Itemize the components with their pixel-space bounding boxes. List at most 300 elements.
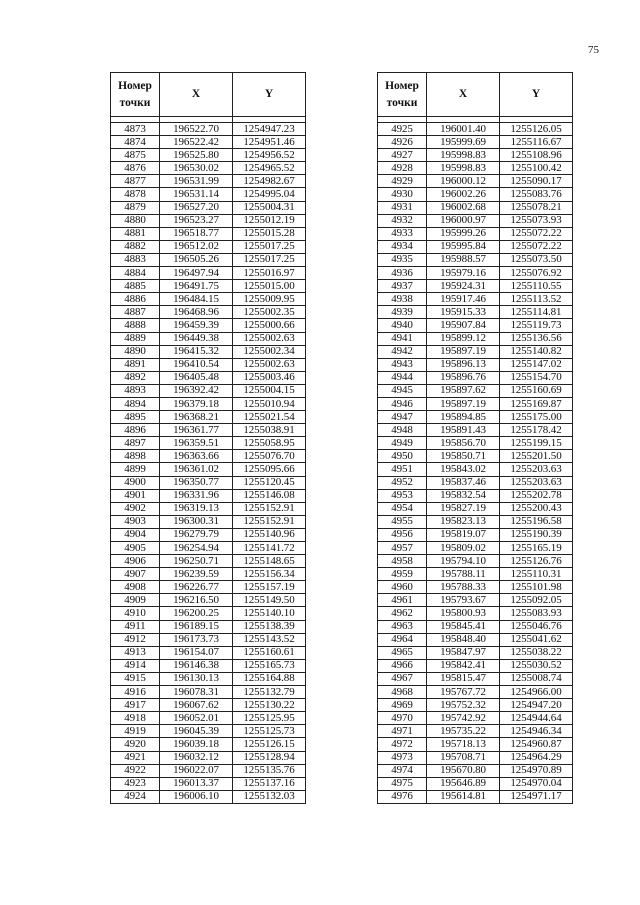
point-number-cell: 4902	[111, 502, 160, 515]
table-row	[111, 515, 306, 528]
table-row	[111, 725, 306, 738]
y-cell: 1255202.78	[500, 489, 573, 502]
x-cell: 195837.46	[427, 476, 500, 489]
point-number-cell: 4885	[111, 280, 160, 293]
table-row	[378, 738, 573, 751]
point-number-cell: 4921	[111, 751, 160, 764]
x-cell: 196497.94	[160, 267, 233, 280]
y-cell: 1255012.19	[233, 214, 306, 227]
y-cell: 1255041.62	[500, 633, 573, 646]
table-row	[111, 607, 306, 620]
x-cell: 195856.70	[427, 437, 500, 450]
table-row	[378, 686, 573, 699]
x-header: X	[160, 73, 233, 117]
table-row	[378, 725, 573, 738]
x-cell: 196001.40	[427, 123, 500, 136]
y-cell: 1255017.25	[233, 240, 306, 253]
y-cell: 1255125.73	[233, 725, 306, 738]
table-row	[378, 764, 573, 777]
x-cell: 195897.62	[427, 384, 500, 397]
table-row	[378, 528, 573, 541]
y-cell: 1255137.16	[233, 777, 306, 790]
point-number-cell: 4926	[378, 136, 427, 149]
table-row	[111, 201, 306, 214]
point-number-cell: 4905	[111, 542, 160, 555]
y-cell: 1255199.15	[500, 437, 573, 450]
point-number-header-line2: точки	[119, 96, 151, 109]
y-cell: 1255101.98	[500, 581, 573, 594]
y-cell: 1255038.91	[233, 424, 306, 437]
point-number-cell: 4873	[111, 123, 160, 136]
x-cell: 196045.39	[160, 725, 233, 738]
x-cell: 196154.07	[160, 646, 233, 659]
x-cell: 196022.07	[160, 764, 233, 777]
point-number-cell: 4972	[378, 738, 427, 751]
table-row	[111, 751, 306, 764]
x-cell: 195788.33	[427, 581, 500, 594]
x-cell: 195907.84	[427, 319, 500, 332]
table-row	[111, 581, 306, 594]
y-cell: 1255004.31	[233, 201, 306, 214]
y-cell: 1255132.03	[233, 790, 306, 803]
x-cell: 196531.14	[160, 188, 233, 201]
point-number-cell: 4890	[111, 345, 160, 358]
point-number-cell: 4929	[378, 175, 427, 188]
table-header-row	[378, 73, 573, 117]
x-cell: 195897.19	[427, 345, 500, 358]
x-header: X	[427, 73, 500, 117]
x-cell: 195915.33	[427, 306, 500, 319]
x-cell: 195819.07	[427, 528, 500, 541]
y-cell: 1255113.52	[500, 293, 573, 306]
x-cell: 196361.77	[160, 424, 233, 437]
point-number-cell: 4954	[378, 502, 427, 515]
table-row	[378, 463, 573, 476]
x-cell: 195891.43	[427, 424, 500, 437]
table-row	[378, 489, 573, 502]
point-number-cell: 4914	[111, 659, 160, 672]
y-cell: 1255004.15	[233, 384, 306, 397]
x-cell: 195646.89	[427, 777, 500, 790]
table-row	[378, 345, 573, 358]
table-row	[378, 319, 573, 332]
table-row	[378, 214, 573, 227]
point-number-header-line1: Номер	[118, 79, 152, 92]
point-number-cell: 4944	[378, 371, 427, 384]
x-cell: 195999.69	[427, 136, 500, 149]
point-number-cell: 4934	[378, 240, 427, 253]
point-number-cell: 4879	[111, 201, 160, 214]
y-cell: 1255138.39	[233, 620, 306, 633]
x-cell: 196002.68	[427, 201, 500, 214]
table-row	[111, 306, 306, 319]
y-cell: 1255125.95	[233, 712, 306, 725]
x-cell: 196000.97	[427, 214, 500, 227]
point-number-cell: 4958	[378, 555, 427, 568]
y-cell: 1255135.76	[233, 764, 306, 777]
point-number-cell: 4910	[111, 607, 160, 620]
coordinates-table-right	[377, 72, 573, 804]
table-row	[378, 306, 573, 319]
y-cell: 1255009.95	[233, 293, 306, 306]
y-cell: 1255076.70	[233, 450, 306, 463]
table-row	[378, 633, 573, 646]
point-number-cell: 4951	[378, 463, 427, 476]
y-cell: 1254971.17	[500, 790, 573, 803]
point-number-cell: 4919	[111, 725, 160, 738]
y-cell: 1255130.22	[233, 699, 306, 712]
x-cell: 195832.54	[427, 489, 500, 502]
table-row	[111, 489, 306, 502]
table-row	[111, 502, 306, 515]
table-row	[111, 358, 306, 371]
table-row	[111, 188, 306, 201]
x-cell: 195842.41	[427, 659, 500, 672]
y-cell: 1255073.93	[500, 214, 573, 227]
x-cell: 196531.99	[160, 175, 233, 188]
y-cell: 1255046.76	[500, 620, 573, 633]
table-row	[378, 646, 573, 659]
y-cell: 1255165.73	[233, 659, 306, 672]
table-row	[378, 424, 573, 437]
point-number-cell: 4933	[378, 227, 427, 240]
y-cell: 1255016.97	[233, 267, 306, 280]
y-cell: 1255100.42	[500, 162, 573, 175]
x-cell: 195896.76	[427, 371, 500, 384]
point-number-cell: 4930	[378, 188, 427, 201]
x-cell: 196250.71	[160, 555, 233, 568]
point-number-cell: 4956	[378, 528, 427, 541]
y-header: Y	[500, 73, 573, 117]
point-number-cell: 4884	[111, 267, 160, 280]
table-row	[378, 607, 573, 620]
table-row	[378, 332, 573, 345]
table-row	[111, 594, 306, 607]
table-header-row	[111, 73, 306, 117]
table-row	[378, 136, 573, 149]
point-number-cell: 4974	[378, 764, 427, 777]
y-cell: 1255076.92	[500, 267, 573, 280]
point-number-cell: 4962	[378, 607, 427, 620]
x-cell: 196363.66	[160, 450, 233, 463]
table-row	[378, 411, 573, 424]
point-number-cell: 4943	[378, 358, 427, 371]
x-cell: 196484.15	[160, 293, 233, 306]
x-cell: 196468.96	[160, 306, 233, 319]
point-number-cell: 4935	[378, 253, 427, 266]
y-cell: 1255132.79	[233, 686, 306, 699]
point-number-cell: 4925	[378, 123, 427, 136]
y-cell: 1254956.52	[233, 149, 306, 162]
x-cell: 196173.73	[160, 633, 233, 646]
point-number-cell: 4888	[111, 319, 160, 332]
point-number-cell: 4945	[378, 384, 427, 397]
point-number-cell: 4952	[378, 476, 427, 489]
point-number-header-line1: Номер	[385, 79, 419, 92]
y-cell: 1254960.87	[500, 738, 573, 751]
point-number-header-line2: точки	[386, 96, 418, 109]
y-cell: 1255021.54	[233, 411, 306, 424]
point-number-cell: 4969	[378, 699, 427, 712]
x-cell: 196279.79	[160, 528, 233, 541]
y-header: Y	[233, 73, 306, 117]
table-row	[378, 712, 573, 725]
y-cell: 1255178.42	[500, 424, 573, 437]
point-number-cell: 4901	[111, 489, 160, 502]
point-number-cell: 4948	[378, 424, 427, 437]
y-cell: 1255015.00	[233, 280, 306, 293]
y-cell: 1254947.20	[500, 699, 573, 712]
y-cell: 1255116.67	[500, 136, 573, 149]
y-cell: 1255203.63	[500, 476, 573, 489]
y-cell: 1254964.29	[500, 751, 573, 764]
y-cell: 1255146.08	[233, 489, 306, 502]
x-cell: 195614.81	[427, 790, 500, 803]
table-row	[111, 175, 306, 188]
y-cell: 1255126.76	[500, 555, 573, 568]
x-cell: 196002.26	[427, 188, 500, 201]
y-cell: 1254966.00	[500, 686, 573, 699]
point-number-cell: 4916	[111, 686, 160, 699]
page-number: 75	[588, 44, 599, 56]
table-row	[378, 280, 573, 293]
y-cell: 1254944.64	[500, 712, 573, 725]
point-number-cell: 4971	[378, 725, 427, 738]
point-number-cell: 4963	[378, 620, 427, 633]
x-cell: 196512.02	[160, 240, 233, 253]
point-number-cell: 4970	[378, 712, 427, 725]
y-cell: 1255015.28	[233, 227, 306, 240]
point-number-cell: 4881	[111, 227, 160, 240]
point-number-cell: 4928	[378, 162, 427, 175]
table-row	[378, 397, 573, 410]
y-cell: 1254965.52	[233, 162, 306, 175]
x-cell: 195718.13	[427, 738, 500, 751]
y-cell: 1255154.70	[500, 371, 573, 384]
point-number-cell: 4897	[111, 437, 160, 450]
table-row	[111, 777, 306, 790]
point-number-cell: 4947	[378, 411, 427, 424]
x-cell: 196300.31	[160, 515, 233, 528]
y-cell: 1255160.61	[233, 646, 306, 659]
table-row	[378, 175, 573, 188]
x-cell: 196522.70	[160, 123, 233, 136]
table-row	[378, 371, 573, 384]
y-cell: 1255152.91	[233, 515, 306, 528]
x-cell: 196146.38	[160, 659, 233, 672]
table-row	[111, 672, 306, 685]
table-row	[378, 149, 573, 162]
table-row	[111, 764, 306, 777]
x-cell: 196078.31	[160, 686, 233, 699]
x-cell: 196216.50	[160, 594, 233, 607]
x-cell: 196039.18	[160, 738, 233, 751]
point-number-cell: 4940	[378, 319, 427, 332]
point-number-cell: 4876	[111, 162, 160, 175]
point-number-cell: 4915	[111, 672, 160, 685]
table-row	[111, 659, 306, 672]
x-cell: 195827.19	[427, 502, 500, 515]
x-cell: 196006.10	[160, 790, 233, 803]
table-row	[378, 188, 573, 201]
x-cell: 196522.42	[160, 136, 233, 149]
y-cell: 1254970.89	[500, 764, 573, 777]
point-number-header	[378, 73, 427, 117]
table-row	[378, 358, 573, 371]
table-row	[378, 384, 573, 397]
x-cell: 196525.80	[160, 149, 233, 162]
y-cell: 1255156.34	[233, 568, 306, 581]
x-cell: 196361.02	[160, 463, 233, 476]
point-number-cell: 4892	[111, 371, 160, 384]
x-cell: 195917.46	[427, 293, 500, 306]
y-cell: 1255140.10	[233, 607, 306, 620]
table-row	[378, 751, 573, 764]
table-row	[111, 123, 306, 136]
table-row	[111, 568, 306, 581]
x-cell: 196319.13	[160, 502, 233, 515]
table-row	[378, 659, 573, 672]
point-number-cell: 4955	[378, 515, 427, 528]
y-cell: 1255152.91	[233, 502, 306, 515]
table-row	[378, 123, 573, 136]
y-cell: 1255141.72	[233, 542, 306, 555]
x-cell: 196459.39	[160, 319, 233, 332]
x-cell: 195735.22	[427, 725, 500, 738]
x-cell: 196032.12	[160, 751, 233, 764]
x-cell: 196491.75	[160, 280, 233, 293]
x-cell: 195809.02	[427, 542, 500, 555]
x-cell: 195845.41	[427, 620, 500, 633]
table-row	[378, 240, 573, 253]
y-cell: 1255148.65	[233, 555, 306, 568]
table-row	[378, 253, 573, 266]
point-number-cell: 4937	[378, 280, 427, 293]
x-cell: 195788.11	[427, 568, 500, 581]
x-cell: 196392.42	[160, 384, 233, 397]
coordinates-table-left	[110, 72, 306, 804]
point-number-cell: 4908	[111, 581, 160, 594]
point-number-cell: 4965	[378, 646, 427, 659]
y-cell: 1254951.46	[233, 136, 306, 149]
x-cell: 196350.77	[160, 476, 233, 489]
x-cell: 195995.84	[427, 240, 500, 253]
x-cell: 195670.80	[427, 764, 500, 777]
y-cell: 1255110.31	[500, 568, 573, 581]
y-cell: 1255083.93	[500, 607, 573, 620]
x-cell: 196410.54	[160, 358, 233, 371]
y-cell: 1255010.94	[233, 397, 306, 410]
table-row	[378, 502, 573, 515]
point-number-cell: 4920	[111, 738, 160, 751]
point-number-cell: 4927	[378, 149, 427, 162]
x-cell: 195848.40	[427, 633, 500, 646]
point-number-cell: 4909	[111, 594, 160, 607]
table-row	[111, 450, 306, 463]
point-number-cell: 4911	[111, 620, 160, 633]
table-row	[111, 476, 306, 489]
point-number-cell: 4946	[378, 397, 427, 410]
table-row	[111, 542, 306, 555]
table-row	[378, 568, 573, 581]
point-number-cell: 4923	[111, 777, 160, 790]
y-cell: 1255078.21	[500, 201, 573, 214]
x-cell: 196331.96	[160, 489, 233, 502]
table-row	[111, 162, 306, 175]
point-number-cell: 4922	[111, 764, 160, 777]
point-number-cell: 4878	[111, 188, 160, 201]
table-row	[111, 424, 306, 437]
y-cell: 1255003.46	[233, 371, 306, 384]
y-cell: 1255200.43	[500, 502, 573, 515]
table-row	[111, 293, 306, 306]
y-cell: 1255058.95	[233, 437, 306, 450]
point-number-cell: 4967	[378, 672, 427, 685]
table-row	[111, 253, 306, 266]
point-number-cell: 4895	[111, 411, 160, 424]
x-cell: 195767.72	[427, 686, 500, 699]
table-row	[111, 214, 306, 227]
point-number-cell: 4964	[378, 633, 427, 646]
x-cell: 195897.19	[427, 397, 500, 410]
table-row	[111, 227, 306, 240]
point-number-cell: 4968	[378, 686, 427, 699]
x-cell: 196200.25	[160, 607, 233, 620]
point-number-cell: 4886	[111, 293, 160, 306]
x-cell: 196527.20	[160, 201, 233, 214]
point-number-cell: 4917	[111, 699, 160, 712]
point-number-cell: 4904	[111, 528, 160, 541]
x-cell: 195708.71	[427, 751, 500, 764]
table-row	[378, 699, 573, 712]
table-row	[378, 476, 573, 489]
y-cell: 1255196.58	[500, 515, 573, 528]
point-number-cell: 4957	[378, 542, 427, 555]
table-row	[111, 463, 306, 476]
table-row	[111, 319, 306, 332]
x-cell: 196013.37	[160, 777, 233, 790]
table-row	[378, 267, 573, 280]
point-number-cell: 4936	[378, 267, 427, 280]
point-number-cell: 4942	[378, 345, 427, 358]
x-cell: 195752.32	[427, 699, 500, 712]
table-row	[378, 437, 573, 450]
y-cell: 1255090.17	[500, 175, 573, 188]
y-cell: 1255000.66	[233, 319, 306, 332]
x-cell: 195924.31	[427, 280, 500, 293]
y-cell: 1255160.69	[500, 384, 573, 397]
point-number-cell: 4880	[111, 214, 160, 227]
point-number-header	[111, 73, 160, 117]
point-number-cell: 4918	[111, 712, 160, 725]
table-row	[111, 437, 306, 450]
point-number-cell: 4976	[378, 790, 427, 803]
point-number-cell: 4938	[378, 293, 427, 306]
x-cell: 195823.13	[427, 515, 500, 528]
y-cell: 1255126.05	[500, 123, 573, 136]
table-row	[111, 149, 306, 162]
table-row	[111, 528, 306, 541]
table-row	[378, 201, 573, 214]
table-row	[111, 240, 306, 253]
y-cell: 1255002.34	[233, 345, 306, 358]
x-cell: 196449.38	[160, 332, 233, 345]
y-cell: 1255140.96	[233, 528, 306, 541]
y-cell: 1254970.04	[500, 777, 573, 790]
y-cell: 1255157.19	[233, 581, 306, 594]
point-number-cell: 4896	[111, 424, 160, 437]
point-number-cell: 4893	[111, 384, 160, 397]
